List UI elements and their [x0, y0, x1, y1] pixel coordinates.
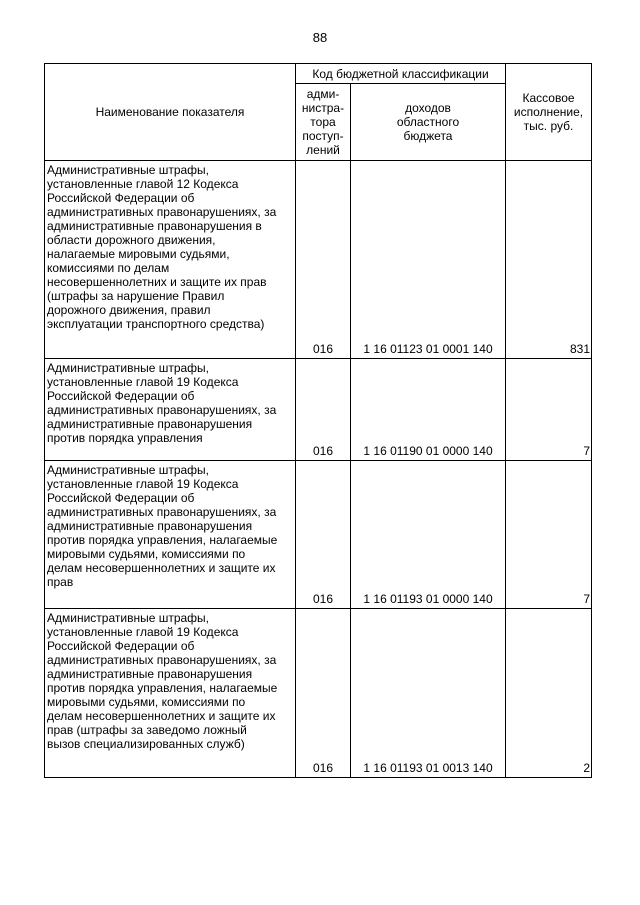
row-name: Административные штрафы, установленные главой 19 Кодекса Российской Федерации об административных правонарушениях, за административные правонарушения против порядка управления, налагаемые мировыми судьями, комиссиями по делам несовершеннолетних и защите их прав (штрафы за заведомо ложный вызов специализированных служб) — [47, 611, 278, 751]
col-header-income: доходов областного бюджета — [351, 84, 506, 161]
budget-table — [44, 63, 592, 778]
col-header-group: Код бюджетной классификации — [296, 64, 506, 84]
row-admin: 016 — [296, 161, 351, 359]
table-row — [45, 359, 592, 461]
row-amount: 7 — [506, 461, 592, 609]
row-admin: 016 — [296, 359, 351, 461]
row-code: 1 16 01190 01 0000 140 — [351, 359, 506, 461]
table-row — [45, 461, 592, 609]
col-header-name: Наименование показателя — [45, 64, 296, 161]
col-header-cash: Кассовое исполнение, тыс. руб. — [506, 64, 592, 161]
table-row — [45, 609, 592, 778]
row-code: 1 16 01193 01 0013 140 — [351, 609, 506, 778]
row-name-cell — [45, 609, 296, 778]
row-amount: 2 — [506, 609, 592, 778]
row-amount: 831 — [506, 161, 592, 359]
row-name: Административные штрафы, установленные главой 19 Кодекса Российской Федерации об административных правонарушениях, за административные правонарушения против порядка управления, налагаемые мировыми судьями, комиссиями по делам несовершеннолетних и защите их прав — [47, 463, 278, 589]
table-row — [45, 161, 592, 359]
row-admin: 016 — [296, 609, 351, 778]
row-name-cell — [45, 359, 296, 461]
row-code: 1 16 01123 01 0001 140 — [351, 161, 506, 359]
row-code: 1 16 01193 01 0000 140 — [351, 461, 506, 609]
col-header-admin: адми- нистра- тора поступ- лений — [296, 84, 351, 161]
row-admin: 016 — [296, 461, 351, 609]
row-name: Административные штрафы, установленные главой 19 Кодекса Российской Федерации об административных правонарушениях, за административные правонарушения против порядка управления — [47, 361, 277, 445]
row-name-cell — [45, 461, 296, 609]
row-name-cell — [45, 161, 296, 359]
page-number: 88 — [312, 30, 328, 45]
row-amount: 7 — [506, 359, 592, 461]
row-name: Административные штрафы, установленные главой 12 Кодекса Российской Федерации об административных правонарушениях, за административные правонарушения в области дорожного движения, налагаемые мировыми судьями, комиссиями по делам несовершеннолетних и защите их прав (штрафы за нарушение Правил дорожного движения, правил эксплуатации транспортного средства) — [47, 163, 277, 331]
